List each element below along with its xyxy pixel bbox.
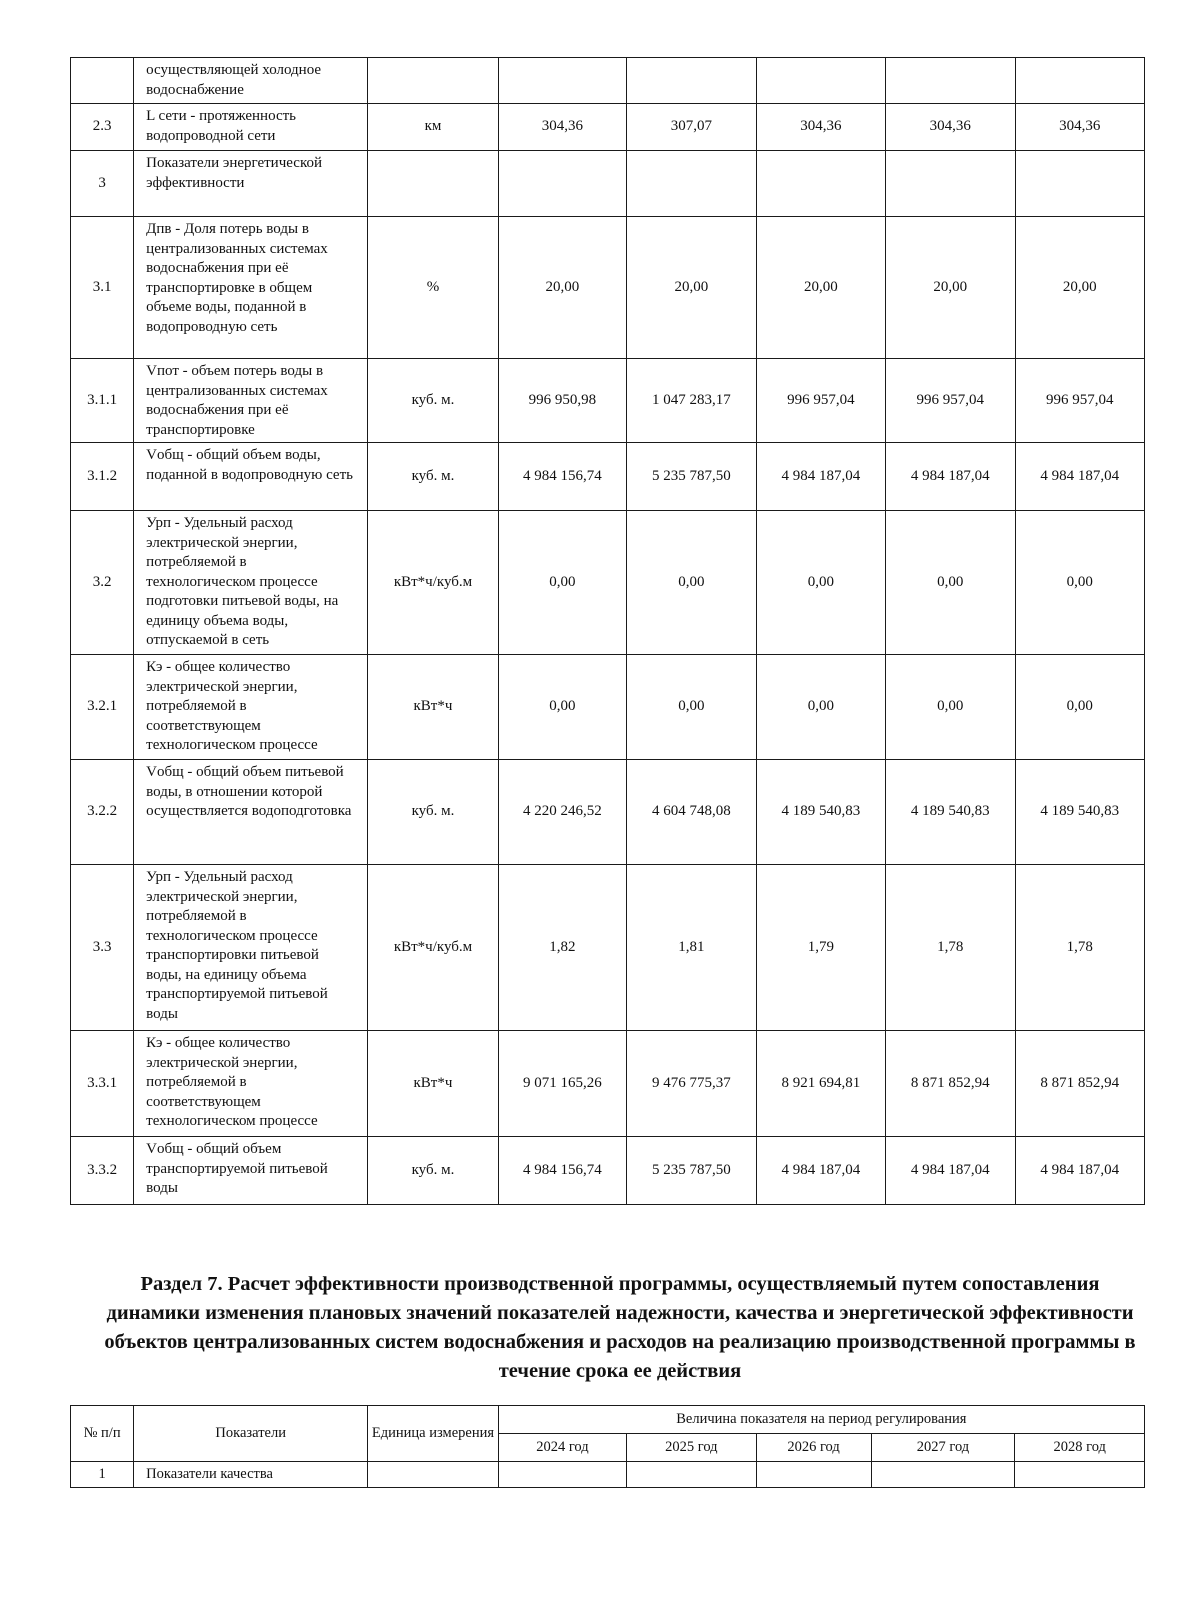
value-cell: 0,00: [886, 655, 1015, 760]
row-number: [71, 58, 134, 104]
section-7-table: [70, 1405, 1145, 1488]
header-period: Величина показателя на период регулирования: [498, 1406, 1144, 1434]
value-cell: 4 984 156,74: [498, 1137, 626, 1205]
unit-cell: куб. м.: [368, 443, 498, 511]
unit-cell: кВт*ч: [368, 1031, 498, 1137]
value-cell: 20,00: [756, 217, 885, 359]
table-row: [71, 655, 1145, 760]
indicator-name: Урп - Удельный расход электрической энергии, потребляемой в технологическом процессе транспортировки питьевой воды, на единицу объема транспортируемой питьевой воды: [134, 865, 368, 1031]
value-cell: 1,82: [498, 865, 626, 1031]
value-cell: 304,36: [1015, 104, 1145, 151]
indicator-name: осуществляющей холодное водоснабжение: [134, 58, 368, 104]
header-year: 2024 год: [498, 1434, 626, 1462]
row-number: 3.1.2: [71, 443, 134, 511]
table-row: [71, 511, 1145, 655]
indicator-name: Показатели качества: [134, 1462, 368, 1488]
indicators-table: [70, 57, 1145, 1205]
table-row: [71, 104, 1145, 151]
table-row: [71, 865, 1145, 1031]
value-cell: [1015, 151, 1145, 217]
unit-cell: куб. м.: [368, 1137, 498, 1205]
row-number: 1: [71, 1462, 134, 1488]
section-7-heading: Раздел 7. Расчет эффективности производственной программы, осуществляемый путем сопоставления динамики изменения плановых значений показателей надежности, качества и энергетической эффективности объектов централизованных систем водоснабжения и расходов на реализацию производственной программы в течение срока ее действия: [104, 1273, 1136, 1382]
row-number: 3.1: [71, 217, 134, 359]
unit-cell: кВт*ч/куб.м: [368, 511, 498, 655]
unit-cell: [368, 151, 498, 217]
header-year: 2028 год: [1015, 1434, 1145, 1462]
value-cell: 4 189 540,83: [886, 760, 1015, 865]
header-unit: Единица измерения: [368, 1406, 498, 1462]
value-cell: 1,78: [1015, 865, 1145, 1031]
value-cell: [756, 151, 885, 217]
value-cell: 20,00: [1015, 217, 1145, 359]
value-cell: [1015, 1462, 1145, 1488]
value-cell: 0,00: [756, 511, 885, 655]
value-cell: 20,00: [498, 217, 626, 359]
table-row: [71, 359, 1145, 443]
row-number: 3.2.2: [71, 760, 134, 865]
value-cell: [627, 1462, 756, 1488]
value-cell: 0,00: [498, 655, 626, 760]
value-cell: 8 921 694,81: [756, 1031, 885, 1137]
table-row: [71, 1031, 1145, 1137]
value-cell: 0,00: [627, 511, 756, 655]
value-cell: 4 984 187,04: [886, 1137, 1015, 1205]
value-cell: [627, 58, 756, 104]
indicator-name: Урп - Удельный расход электрической энергии, потребляемой в технологическом процессе подготовки питьевой воды, на единицу объема воды, отпускаемой в сеть: [134, 511, 368, 655]
value-cell: 20,00: [627, 217, 756, 359]
value-cell: 4 189 540,83: [1015, 760, 1145, 865]
value-cell: 4 984 187,04: [756, 1137, 885, 1205]
indicator-name: L сети - протяженность водопроводной сети: [134, 104, 368, 151]
value-cell: 4 189 540,83: [756, 760, 885, 865]
unit-cell: куб. м.: [368, 760, 498, 865]
indicator-name: Показатели энергетической эффективности: [134, 151, 368, 217]
value-cell: 8 871 852,94: [886, 1031, 1015, 1137]
value-cell: 4 984 187,04: [886, 443, 1015, 511]
unit-cell: [368, 1462, 498, 1488]
row-number: 3: [71, 151, 134, 217]
value-cell: 996 957,04: [756, 359, 885, 443]
value-cell: 8 871 852,94: [1015, 1031, 1145, 1137]
value-cell: [756, 1462, 871, 1488]
value-cell: 304,36: [498, 104, 626, 151]
value-cell: 0,00: [886, 511, 1015, 655]
value-cell: 0,00: [1015, 655, 1145, 760]
table-row: [71, 1137, 1145, 1205]
value-cell: 4 984 187,04: [1015, 1137, 1145, 1205]
indicator-name: Кэ - общее количество электрической энергии, потребляемой в соответствующем технологическом процессе: [134, 655, 368, 760]
header-number: № п/п: [71, 1406, 134, 1462]
table-row: [71, 1462, 1145, 1488]
value-cell: [871, 1462, 1015, 1488]
value-cell: 304,36: [756, 104, 885, 151]
value-cell: 0,00: [1015, 511, 1145, 655]
value-cell: 0,00: [627, 655, 756, 760]
unit-cell: [368, 58, 498, 104]
table-row: [71, 151, 1145, 217]
row-number: 3.2.1: [71, 655, 134, 760]
value-cell: [498, 151, 626, 217]
value-cell: 9 071 165,26: [498, 1031, 626, 1137]
unit-cell: кВт*ч: [368, 655, 498, 760]
table-row: [71, 760, 1145, 865]
row-number: 3.3.2: [71, 1137, 134, 1205]
row-number: 2.3: [71, 104, 134, 151]
unit-cell: %: [368, 217, 498, 359]
table-row: [71, 443, 1145, 511]
value-cell: 1,78: [886, 865, 1015, 1031]
value-cell: 996 957,04: [886, 359, 1015, 443]
indicator-name: Vобщ - общий объем воды, поданной в водопроводную сеть: [134, 443, 368, 511]
value-cell: [886, 58, 1015, 104]
unit-cell: км: [368, 104, 498, 151]
indicator-name: Vобщ - общий объем транспортируемой питьевой воды: [134, 1137, 368, 1205]
indicator-name: Vпот - объем потерь воды в централизованных системах водоснабжения при её транспортировке: [134, 359, 368, 443]
row-number: 3.2: [71, 511, 134, 655]
value-cell: [498, 58, 626, 104]
value-cell: 4 220 246,52: [498, 760, 626, 865]
row-number: 3.1.1: [71, 359, 134, 443]
value-cell: 1 047 283,17: [627, 359, 756, 443]
value-cell: 0,00: [498, 511, 626, 655]
indicator-name: Кэ - общее количество электрической энергии, потребляемой в соответствующем технологическом процессе: [134, 1031, 368, 1137]
row-number: 3.3.1: [71, 1031, 134, 1137]
table-row: [71, 217, 1145, 359]
value-cell: 4 984 187,04: [756, 443, 885, 511]
value-cell: 20,00: [886, 217, 1015, 359]
indicator-name: Vобщ - общий объем питьевой воды, в отношении которой осуществляется водоподготовка: [134, 760, 368, 865]
indicator-name: Дпв - Доля потерь воды в централизованных системах водоснабжения при её транспортировке в общем объеме воды, поданной в водопроводную сеть: [134, 217, 368, 359]
header-year: 2027 год: [871, 1434, 1015, 1462]
value-cell: 9 476 775,37: [627, 1031, 756, 1137]
value-cell: 0,00: [756, 655, 885, 760]
value-cell: [886, 151, 1015, 217]
value-cell: [756, 58, 885, 104]
value-cell: 996 957,04: [1015, 359, 1145, 443]
value-cell: 5 235 787,50: [627, 443, 756, 511]
value-cell: [627, 151, 756, 217]
value-cell: 996 950,98: [498, 359, 626, 443]
header-year: 2026 год: [756, 1434, 871, 1462]
table-row: [71, 58, 1145, 104]
unit-cell: куб. м.: [368, 359, 498, 443]
value-cell: 5 235 787,50: [627, 1137, 756, 1205]
value-cell: 1,79: [756, 865, 885, 1031]
row-number: 3.3: [71, 865, 134, 1031]
value-cell: [1015, 58, 1145, 104]
value-cell: 304,36: [886, 104, 1015, 151]
header-indicators: Показатели: [134, 1406, 368, 1462]
header-year: 2025 год: [627, 1434, 756, 1462]
value-cell: 1,81: [627, 865, 756, 1031]
value-cell: 4 984 187,04: [1015, 443, 1145, 511]
value-cell: [498, 1462, 626, 1488]
value-cell: 4 984 156,74: [498, 443, 626, 511]
value-cell: 307,07: [627, 104, 756, 151]
value-cell: 4 604 748,08: [627, 760, 756, 865]
unit-cell: кВт*ч/куб.м: [368, 865, 498, 1031]
